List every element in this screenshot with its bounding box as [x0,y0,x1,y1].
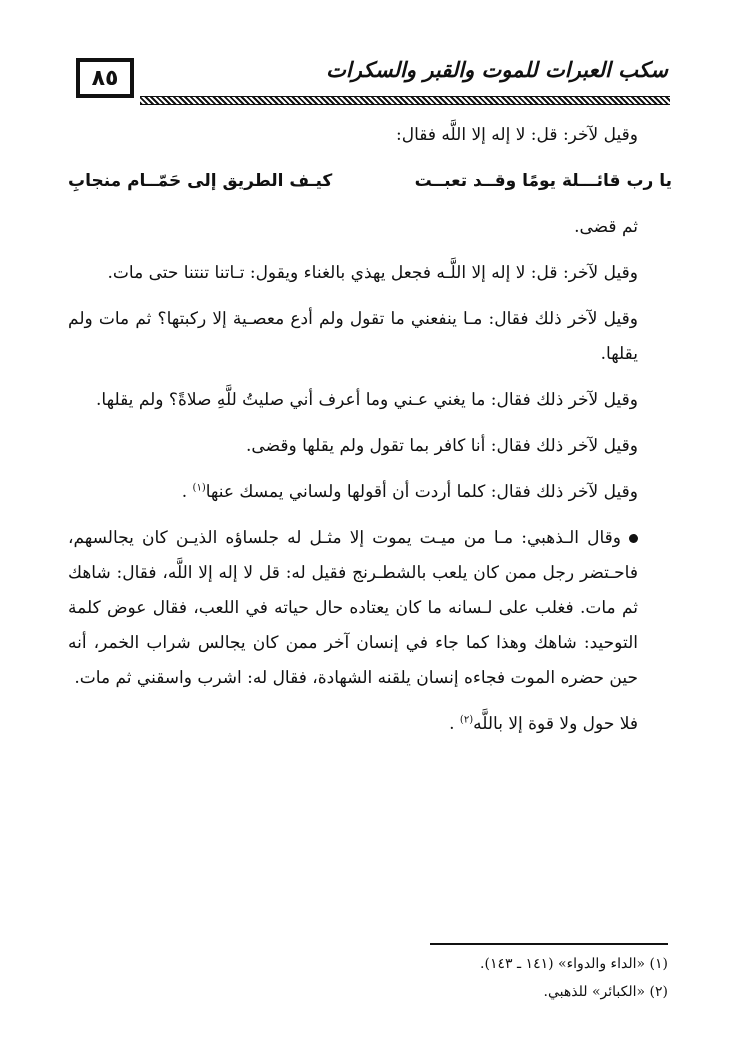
paragraph-3: وقيل لآخر: قل: لا إله إلا اللَّـه فجعل يهذي بالغناء ويقول: تـاتنا تنتنا حتى مات. [107,263,638,283]
paragraph-7 [68,475,672,510]
bullet-icon [629,534,638,543]
paragraph-8 [68,521,672,696]
verse-second-hemistich: كيـف الطريق إلى حَمّــام منجابِ [68,171,333,191]
footnote-ref-2: (٢) [459,714,474,726]
paragraph-7-text: وقيل لآخر ذلك فقال: كلما أردت أن أقولها ولساني يمسك عنها [205,482,638,502]
paragraph-9-text: فلا حول ولا قوة إلا باللَّه [473,714,638,734]
paragraph-9 [68,707,672,742]
paragraph-1: وقيل لآخر: قل: لا إله إلا اللَّه فقال: [396,125,638,145]
footnote-ref-1: (١) [192,482,206,494]
paragraph-4: وقيل لآخر ذلك فقال: مـا ينفعني ما تقول ولم أدع معصـية إلا ركبتها؟ ثم مات ولم يقلها. [68,309,638,364]
footnotes [68,950,668,1006]
paragraph-2: ثم قضى. [574,217,638,237]
paragraph-8-text: وقال الـذهبي: مـا من ميـت يموت إلا مثـل له جلساؤه الذيـن كان يجالسهم، فاحـتضر رجل ممن كان يلعب بالشطـرنج فقيل له: قل لا إله إلا اللَّه، فقال: شاهك ثم مات. فغلب على لـسانه ما كان يعتاده حال حياته في اللعب، فقال عوض كلمة التوحيد: شاهك وهذا كما جاء في إنسان آخر ممن كان يجالس شراب الخمر، أنه حين حضره الموت فجاءه إنسان يلقنه الشهادة، فقال له: اشرب واسقني ثم مات. [68,528,638,688]
footnote-2: (٢) «الكبائر» للذهبي. [543,984,668,1000]
paragraph-5: وقيل لآخر ذلك فقال: ما يغني عـني وما أعرف أني صليتُ للَّهِ صلاةً؟ ولم يقلها. [96,390,638,410]
paragraph-7-end: . [181,482,193,502]
page-number [76,58,134,98]
page-number-text: ٨٥ [91,65,119,91]
body-text [68,118,672,753]
footnote-1: (١) «الداء والدواء» (١٤١ ـ ١٤٣). [480,956,668,972]
running-title: سكب العبرات للموت والقبر والسكرات [326,58,668,82]
paragraph-6: وقيل لآخر ذلك فقال: أنا كافر بما تقول ولم يقلها وقضى. [246,436,638,456]
poem-verse [68,164,672,199]
footnote-rule [430,943,668,945]
verse-first-hemistich: يا رب قائـــلة يومًا وقــد تعبــت [414,171,672,191]
header-rule [140,96,670,105]
paragraph-9-end: . [449,714,460,734]
